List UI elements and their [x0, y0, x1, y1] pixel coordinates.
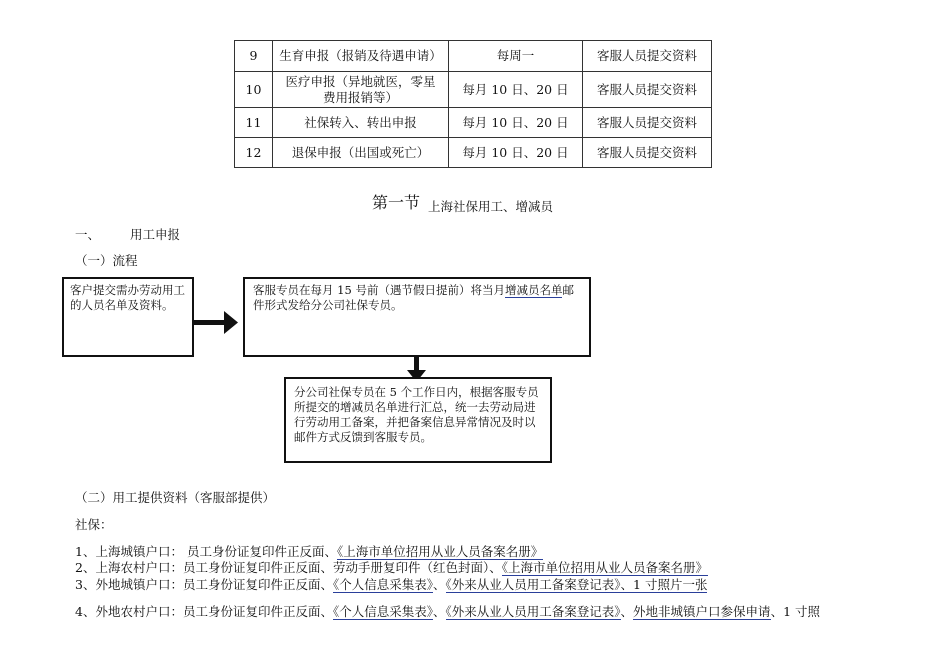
- table-row: [235, 138, 712, 168]
- link-migrant-registration-form[interactable]: 《外来从业人员用工备案登记表》: [445, 604, 621, 619]
- item-text: 员工身份证复印件正反面、: [182, 544, 337, 559]
- heading-number: 一、: [75, 227, 101, 242]
- item-tail: 、1 寸照片一张: [620, 577, 708, 592]
- item-label: 1、上海城镇户口：: [75, 544, 183, 559]
- item-label: 4、外地农村户口：: [75, 604, 183, 619]
- row-material: 客服人员提交资料: [583, 72, 712, 108]
- row-item: 社保转入、转出申报: [273, 108, 449, 138]
- list-item: [75, 558, 708, 576]
- item-tail: 、1 寸照: [770, 604, 820, 619]
- subheading-materials: （二）用工提供资料（客服部提供）: [75, 490, 276, 505]
- section-title: 上海社保用工、增减员: [428, 199, 554, 214]
- list-item: [75, 575, 707, 593]
- row-item: [273, 72, 449, 108]
- row-number: 12: [235, 138, 273, 168]
- table-row: [235, 72, 712, 108]
- row-time: 每月 10 日、20 日: [449, 108, 583, 138]
- flow-box-text: 分公司社保专员在 5 个工作日内，根据客服专员所提交的增减员名单进行汇总，统一去劳动局进行劳动用工备案，并把备案信息异常情况及时以邮件方式反馈到客服专员。: [294, 385, 539, 444]
- row-number: 11: [235, 108, 273, 138]
- section-label: 第一节: [372, 193, 421, 212]
- link-registry-book[interactable]: 《上海市单位招用从业人员备案名册》: [336, 544, 544, 559]
- row-time: 每月 10 日、20 日: [449, 138, 583, 168]
- flow-arrow-right: [194, 320, 226, 325]
- row-material: 客服人员提交资料: [583, 108, 712, 138]
- item-label: 2、上海农村户口：: [75, 560, 183, 575]
- row-material: 客服人员提交资料: [583, 138, 712, 168]
- heading-text: 用工申报: [130, 227, 181, 242]
- list-item: [75, 602, 820, 620]
- flow-box-text: 客服专员在每月 15 号前（遇节假日提前）将当月: [253, 283, 505, 297]
- item-text: 员工身份证复印件正反面、劳动手册复印件（红色封面）、: [182, 560, 502, 575]
- table-row: [235, 108, 712, 138]
- item-separator: 、: [433, 604, 446, 619]
- social-security-label: 社保：: [75, 517, 113, 532]
- row-number: 10: [235, 72, 273, 108]
- row-item-line1: 医疗申报（异地就医，零星: [285, 73, 436, 89]
- row-item-line2: 费用报销等）: [322, 89, 398, 105]
- flow-box-branch-filing: [284, 377, 552, 463]
- flow-box-text-end: 邮件形式发给分公司社保专员。: [253, 283, 574, 312]
- item-label: 3、外地城镇户口：: [75, 577, 183, 592]
- link-roster[interactable]: 增减员名单: [504, 283, 563, 297]
- arrow-right-icon: [224, 311, 238, 334]
- item-separator: 、: [433, 577, 446, 592]
- flow-box-client-submit: [62, 277, 194, 357]
- row-material: 客服人员提交资料: [583, 41, 712, 72]
- heading-employment-declaration: [75, 225, 180, 243]
- link-personal-info-form[interactable]: 《个人信息采集表》: [332, 577, 433, 592]
- row-time: 每月 10 日、20 日: [449, 72, 583, 108]
- subheading-process: （一）流程: [75, 253, 138, 268]
- row-item: 退保申报（出国或死亡）: [273, 138, 449, 168]
- table-row: [235, 41, 712, 72]
- flow-box-service-send: [243, 277, 591, 357]
- flow-box-text: 客户提交需办劳动用工的人员名单及资料。: [70, 283, 185, 312]
- item-text: 员工身份证复印件正反面、: [182, 604, 333, 619]
- item-text: 员工身份证复印件正反面、: [182, 577, 333, 592]
- row-number: 9: [235, 41, 273, 72]
- link-personal-info-form[interactable]: 《个人信息采集表》: [332, 604, 433, 619]
- link-registry-book[interactable]: 《上海市单位招用从业人员备案名册》: [501, 560, 708, 575]
- link-nonurban-insurance-application[interactable]: 外地非城镇户口参保申请: [633, 604, 771, 619]
- row-time: 每周一: [449, 41, 583, 72]
- schedule-table: [234, 40, 712, 168]
- item-separator: 、: [620, 604, 634, 619]
- section-heading: [372, 190, 553, 213]
- link-migrant-registration-form[interactable]: 《外来从业人员用工备案登记表》: [445, 577, 621, 592]
- row-item: 生育申报（报销及待遇申请）: [273, 41, 449, 72]
